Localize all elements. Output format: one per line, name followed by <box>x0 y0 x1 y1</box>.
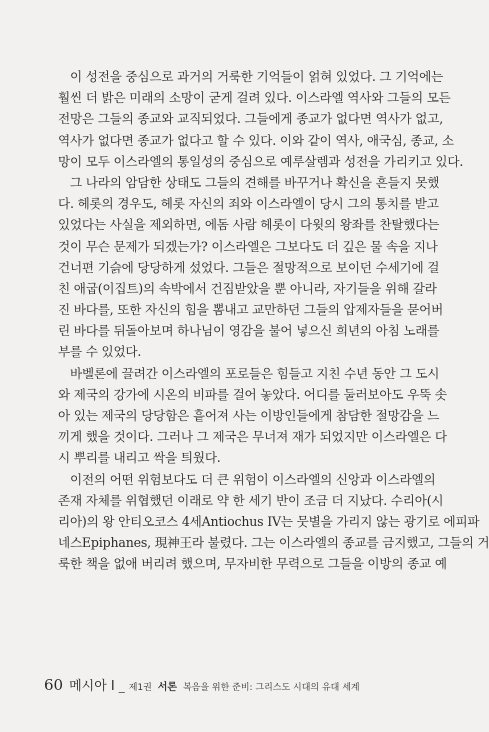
text-line: 망이 모두 이스라엘의 통일성의 중심으로 예루살렘과 성전을 가리키고 있다. <box>58 153 464 169</box>
text-line: 다. 헤롯의 경우도, 헤롯 자신의 죄와 이스라엘이 당시 그의 통치를 받고 <box>58 196 439 212</box>
text-line: 시 뿌리를 내리고 싹을 틔웠다. <box>58 450 221 466</box>
running-head <box>129 678 360 693</box>
text-line: 전망은 그들의 종교와 교직되었다. 그들에게 종교가 없다면 역사가 없고, <box>58 111 444 127</box>
text-line: 아 있는 제국의 당당함은 흩어져 사는 이방인들에게 참담한 절망감을 느 <box>58 408 440 423</box>
text-line: 것이 무슨 문제가 되겠는가? 이스라엘은 그보다도 더 깊은 물 속을 지나 <box>58 238 438 254</box>
text-line: 부를 수 있었다. <box>58 344 142 360</box>
text-line: 훨씬 더 밝은 미래의 소망이 굳게 걸려 있다. 이스라엘 역사와 그들의 모든 <box>58 90 451 106</box>
text-line: 리아)의 왕 안티오코스 4세Antiochus IV는 뭇별을 가리지 않는 광기로 에피파 <box>58 513 480 529</box>
book-title: 메시아 I <box>69 679 115 694</box>
part-label: 서론 <box>157 682 178 693</box>
text-line: 역사가 없다면 종교가 없다고 할 수 있다. 이와 같이 역사, 애국심, 종교, 소 <box>58 132 454 148</box>
text-line: 있었다는 사실을 제외하면, 에돔 사람 헤롯이 다윗의 왕좌를 찬탈했다는 <box>58 217 440 233</box>
body-text <box>58 66 489 575</box>
text-line: 네스Epiphanes, 現神王라 불렸다. 그는 이스라엘의 종교를 금지했고, 그들의 거 <box>58 535 489 551</box>
chapter-subtitle: 복음을 위한 준비: 그리스도 시대의 유대 세계 <box>182 683 360 693</box>
page-footer <box>44 675 444 697</box>
text-line: 진 바다를, 또한 자신의 힘을 뽐내고 교만하던 그들의 압제자들을 묻어버 <box>58 302 444 318</box>
footer-separator: _ <box>118 679 125 693</box>
text-line: 바벨론에 끌려간 이스라엘의 포로들은 힘들고 지친 수년 동안 그 도시 <box>70 365 440 381</box>
text-line: 와 제국의 강가에 시온의 비파를 걸어 놓았다. 어디를 둘러보아도 우뚝 솟 <box>58 386 447 402</box>
page-number: 60 <box>44 676 64 694</box>
volume-label: 제1권 <box>128 683 152 693</box>
text-line: 이 성전을 중심으로 과거의 거룩한 기억들이 얽혀 있었다. 그 기억에는 <box>70 69 444 84</box>
text-line: 이전의 어떤 위험보다도 더 큰 위험이 이스라엘의 신앙과 이스라엘의 <box>70 471 436 487</box>
text-line: 그 나라의 암담한 상태도 그들의 견해를 바꾸거나 확신을 흔들지 못했 <box>70 174 440 190</box>
text-line: 존재 자체를 위협했던 이래로 약 한 세기 반이 조금 더 지났다. 수리아(시 <box>58 492 444 508</box>
text-line: 친 애굽(이집트)의 속박에서 건짐받았을 뿐 아니라, 자기들을 위해 갈라 <box>58 280 437 296</box>
text-line: 린 바다를 뒤돌아보며 하나님이 영감을 불어 넣으신 희년의 아침 노래를 <box>58 323 440 339</box>
text-line: 룩한 책을 없애 버리려 했으며, 무자비한 무력으로 그들을 이방의 종교 예 <box>58 556 447 572</box>
text-line: 건너편 기슭에 당당하게 섰었다. 그들은 절망적으로 보이던 수세기에 걸 <box>58 259 440 275</box>
text-line: 끼게 했을 것이다. 그러나 그 제국은 무너져 재가 되었지만 이스라엘은 다 <box>58 429 447 445</box>
